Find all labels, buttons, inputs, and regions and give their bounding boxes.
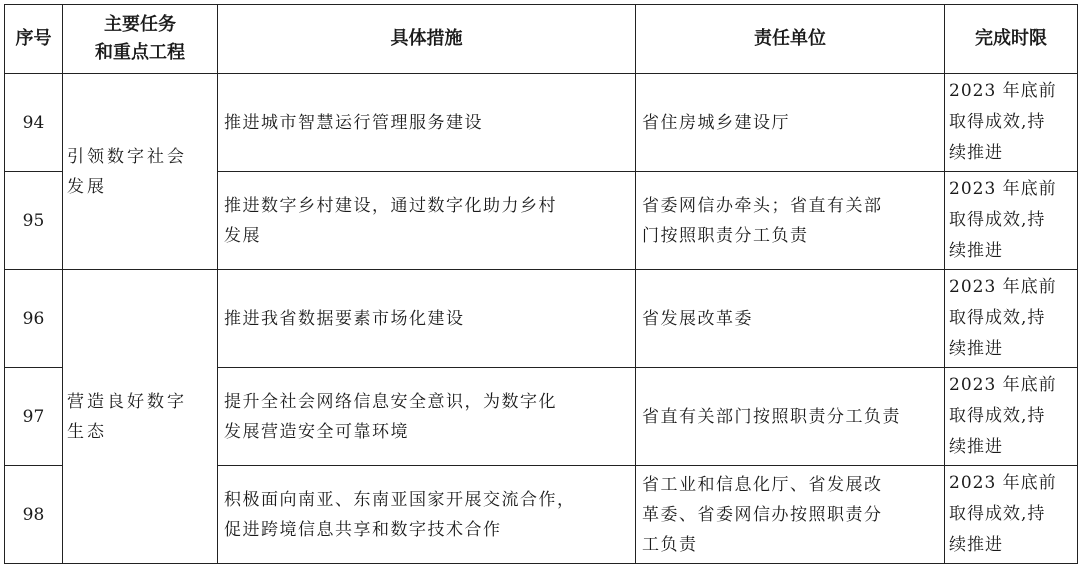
deadline-line1: 2023 年底前 bbox=[949, 473, 1057, 493]
measure-cell bbox=[218, 466, 636, 564]
task-line1: 营造良好数字 bbox=[67, 391, 187, 412]
table-row bbox=[5, 270, 1078, 368]
deadline-cell bbox=[945, 466, 1078, 564]
row-number: 98 bbox=[5, 466, 63, 564]
deadline-line1: 2023 年底前 bbox=[949, 277, 1057, 297]
unit-line2: 门按照职责分工负责 bbox=[642, 225, 809, 246]
measure-line1: 推进数字乡村建设，通过数字化助力乡村 bbox=[224, 195, 557, 216]
deadline-line1: 2023 年底前 bbox=[949, 81, 1057, 101]
header-task-line1: 主要任务 bbox=[104, 14, 176, 35]
deadline-line1: 2023 年底前 bbox=[949, 375, 1057, 395]
table-header-row bbox=[5, 5, 1078, 74]
unit-cell bbox=[636, 466, 945, 564]
header-task-line2: 和重点工程 bbox=[95, 42, 185, 63]
deadline-line3: 续推进 bbox=[949, 535, 1003, 555]
task-cell bbox=[63, 270, 218, 564]
row-number: 96 bbox=[5, 270, 63, 368]
deadline-line3: 续推进 bbox=[949, 143, 1003, 163]
header-task bbox=[63, 5, 218, 74]
measure-cell bbox=[218, 172, 636, 270]
deadline-line2: 取得成效,持 bbox=[949, 112, 1046, 132]
unit-line1: 省住房城乡建设厅 bbox=[642, 112, 790, 133]
header-no: 序号 bbox=[5, 5, 63, 74]
task-line1: 引领数字社会 bbox=[67, 146, 187, 167]
tasks-table bbox=[4, 4, 1078, 564]
unit-cell bbox=[636, 74, 945, 172]
table-row bbox=[5, 74, 1078, 172]
measure-line1: 提升全社会网络信息安全意识，为数字化 bbox=[224, 391, 557, 412]
unit-cell bbox=[636, 172, 945, 270]
header-unit: 责任单位 bbox=[636, 5, 945, 74]
measure-line2: 促进跨境信息共享和数字技术合作 bbox=[224, 519, 502, 540]
task-line2: 发展 bbox=[67, 176, 107, 197]
unit-line2: 革委、省委网信办按照职责分 bbox=[642, 504, 883, 525]
row-number: 95 bbox=[5, 172, 63, 270]
measure-line2: 发展营造安全可靠环境 bbox=[224, 421, 409, 442]
task-cell bbox=[63, 74, 218, 270]
measure-cell bbox=[218, 74, 636, 172]
measure-cell bbox=[218, 368, 636, 466]
row-number: 94 bbox=[5, 74, 63, 172]
deadline-line2: 取得成效,持 bbox=[949, 210, 1046, 230]
measure-line1: 推进城市智慧运行管理服务建设 bbox=[224, 112, 483, 133]
unit-line1: 省工业和信息化厅、省发展改 bbox=[642, 474, 883, 495]
deadline-line3: 续推进 bbox=[949, 339, 1003, 359]
unit-line1: 省发展改革委 bbox=[642, 308, 753, 329]
deadline-line2: 取得成效,持 bbox=[949, 308, 1046, 328]
unit-line3: 工负责 bbox=[642, 534, 698, 555]
deadline-line2: 取得成效,持 bbox=[949, 504, 1046, 524]
header-measure: 具体措施 bbox=[218, 5, 636, 74]
unit-line1: 省直有关部门按照职责分工负责 bbox=[642, 406, 901, 427]
deadline-line3: 续推进 bbox=[949, 437, 1003, 457]
unit-cell bbox=[636, 270, 945, 368]
deadline-cell bbox=[945, 270, 1078, 368]
task-line2: 生态 bbox=[67, 421, 107, 442]
deadline-line3: 续推进 bbox=[949, 241, 1003, 261]
header-deadline: 完成时限 bbox=[945, 5, 1078, 74]
row-number: 97 bbox=[5, 368, 63, 466]
deadline-line1: 2023 年底前 bbox=[949, 179, 1057, 199]
deadline-cell bbox=[945, 172, 1078, 270]
unit-line1: 省委网信办牵头；省直有关部 bbox=[642, 195, 883, 216]
measure-line1: 推进我省数据要素市场化建设 bbox=[224, 308, 465, 329]
measure-line1: 积极面向南亚、东南亚国家开展交流合作， bbox=[224, 489, 576, 510]
measure-line2: 发展 bbox=[224, 225, 261, 246]
measure-cell bbox=[218, 270, 636, 368]
deadline-cell bbox=[945, 368, 1078, 466]
deadline-cell bbox=[945, 74, 1078, 172]
deadline-line2: 取得成效,持 bbox=[949, 406, 1046, 426]
unit-cell bbox=[636, 368, 945, 466]
